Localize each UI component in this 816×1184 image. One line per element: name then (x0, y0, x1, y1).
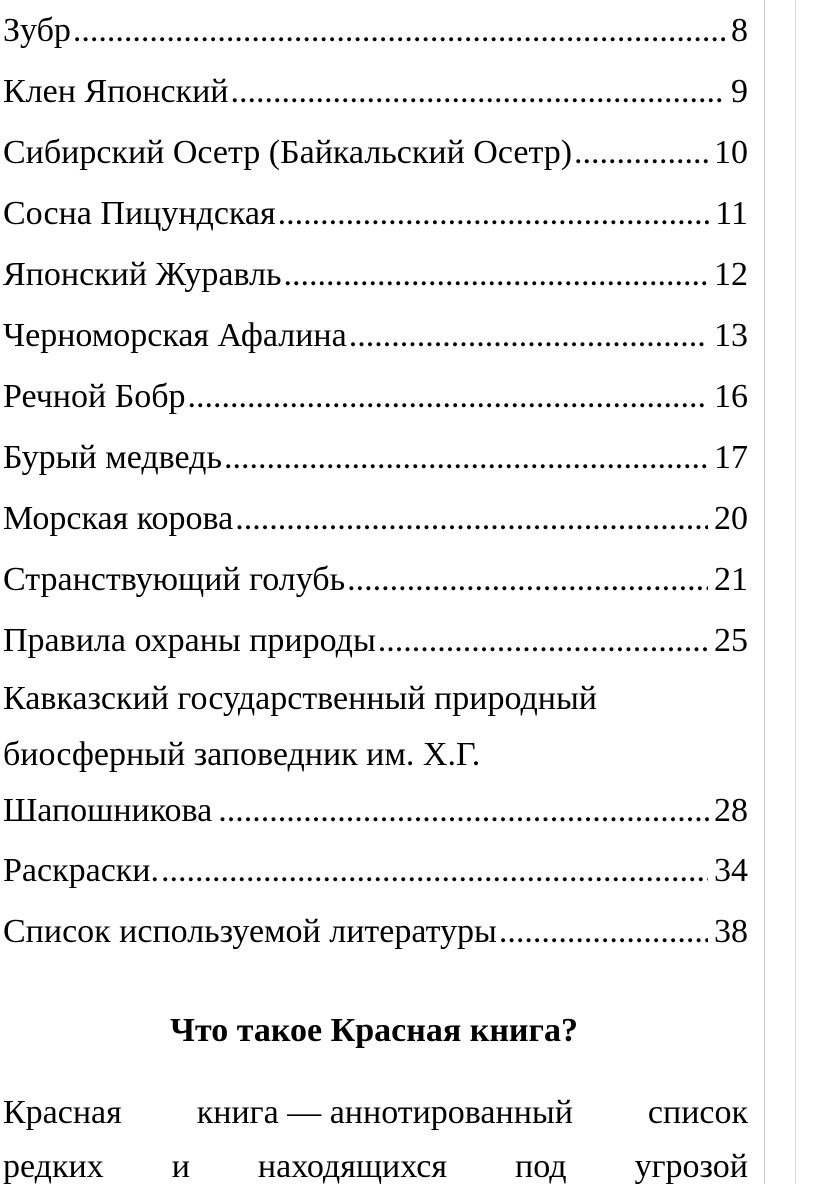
toc-entry-label: Речной Бобр (3, 378, 186, 415)
toc-dot-leader (235, 488, 708, 549)
toc-entry[interactable] (3, 183, 748, 244)
word: находящихся (257, 1148, 447, 1184)
word: книга — аннотированный (196, 1094, 573, 1131)
toc-entry-page: 28 (714, 792, 748, 829)
toc-entry-page: 34 (714, 852, 748, 889)
word: под (515, 1148, 567, 1184)
toc-entry[interactable] (3, 305, 748, 366)
toc-entry-label: Клен Японский (3, 73, 229, 110)
toc-entry-label: Зубр (3, 12, 71, 49)
toc-entry-page: 16 (714, 378, 748, 415)
word: список (647, 1094, 748, 1131)
toc-dot-leader (284, 244, 708, 305)
toc-entry-page: 9 (731, 73, 748, 110)
toc-dot-leader (231, 61, 726, 122)
toc-entry-label-line: Кавказский государственный природный (3, 680, 598, 717)
toc-entry-page: 10 (714, 134, 748, 171)
toc-entry-label: Список используемой литературы (3, 913, 497, 950)
toc-entry[interactable] (3, 901, 748, 962)
toc-entry-page: 21 (714, 561, 748, 598)
toc-entry-label: Японский Журавль (3, 256, 282, 293)
toc-dot-leader (378, 610, 708, 671)
toc-entry-label: Странствующий голубь (3, 561, 346, 598)
toc-entry-page: 25 (714, 622, 748, 659)
toc-dot-leader (347, 549, 708, 610)
toc-entry[interactable] (3, 610, 748, 671)
toc-entry[interactable] (3, 122, 748, 183)
toc-entry[interactable] (3, 427, 748, 488)
toc-entry[interactable] (3, 840, 748, 901)
toc-dot-leader (499, 901, 708, 962)
toc-entry-page: 8 (731, 12, 748, 49)
toc-dot-leader (188, 366, 708, 427)
toc-dot-leader (224, 427, 708, 488)
toc-entry[interactable] (3, 244, 748, 305)
toc-dot-leader (218, 785, 710, 836)
word: угрозой (634, 1148, 748, 1184)
toc-entry-page: 13 (714, 317, 748, 354)
side-margin-panel (765, 0, 816, 1184)
word: редких (3, 1148, 104, 1184)
toc-entry-label: Сосна Пицундская (3, 195, 276, 232)
toc-entry-page: 20 (714, 500, 748, 537)
toc-dot-leader (73, 0, 725, 61)
toc-dot-leader (574, 122, 708, 183)
paragraph-line (3, 1140, 748, 1184)
toc-entry[interactable] (3, 0, 748, 61)
toc-entry-label: Сибирский Осетр (Байкальский Осетр) (3, 134, 573, 171)
toc-entry-multiline[interactable] (3, 673, 748, 836)
table-of-contents (3, 0, 748, 962)
paragraph-line (3, 1086, 748, 1140)
toc-entry-label-line: биосферный заповедник им. Х.Г. (3, 736, 481, 773)
toc-entry-label: Раскраски. (3, 852, 160, 889)
toc-entry-page: 17 (714, 439, 748, 476)
toc-entry[interactable] (3, 366, 748, 427)
toc-entry-label: Черноморская Афалина (3, 317, 347, 354)
side-panel-divider (795, 0, 796, 1184)
toc-entry-page: 12 (714, 256, 748, 293)
toc-entry-label-line: Шапошникова (3, 792, 213, 829)
toc-dot-leader (161, 840, 708, 901)
toc-entry-label: Морская корова (3, 500, 234, 537)
toc-entry-label: Правила охраны природы (3, 622, 376, 659)
toc-entry-label: Бурый медведь (3, 439, 222, 476)
toc-entry[interactable] (3, 549, 748, 610)
toc-entry-page: 11 (715, 195, 748, 232)
toc-entry-last-line (3, 785, 748, 836)
toc-entry[interactable] (3, 488, 748, 549)
section-heading: Что такое Красная книга? (170, 1012, 578, 1049)
word: и (171, 1148, 190, 1184)
toc-entry[interactable] (3, 61, 748, 122)
word: Красная (3, 1094, 122, 1131)
body-paragraph (3, 1086, 748, 1184)
toc-dot-leader (349, 305, 708, 366)
toc-dot-leader (278, 183, 710, 244)
toc-entry-page: 38 (714, 913, 748, 950)
